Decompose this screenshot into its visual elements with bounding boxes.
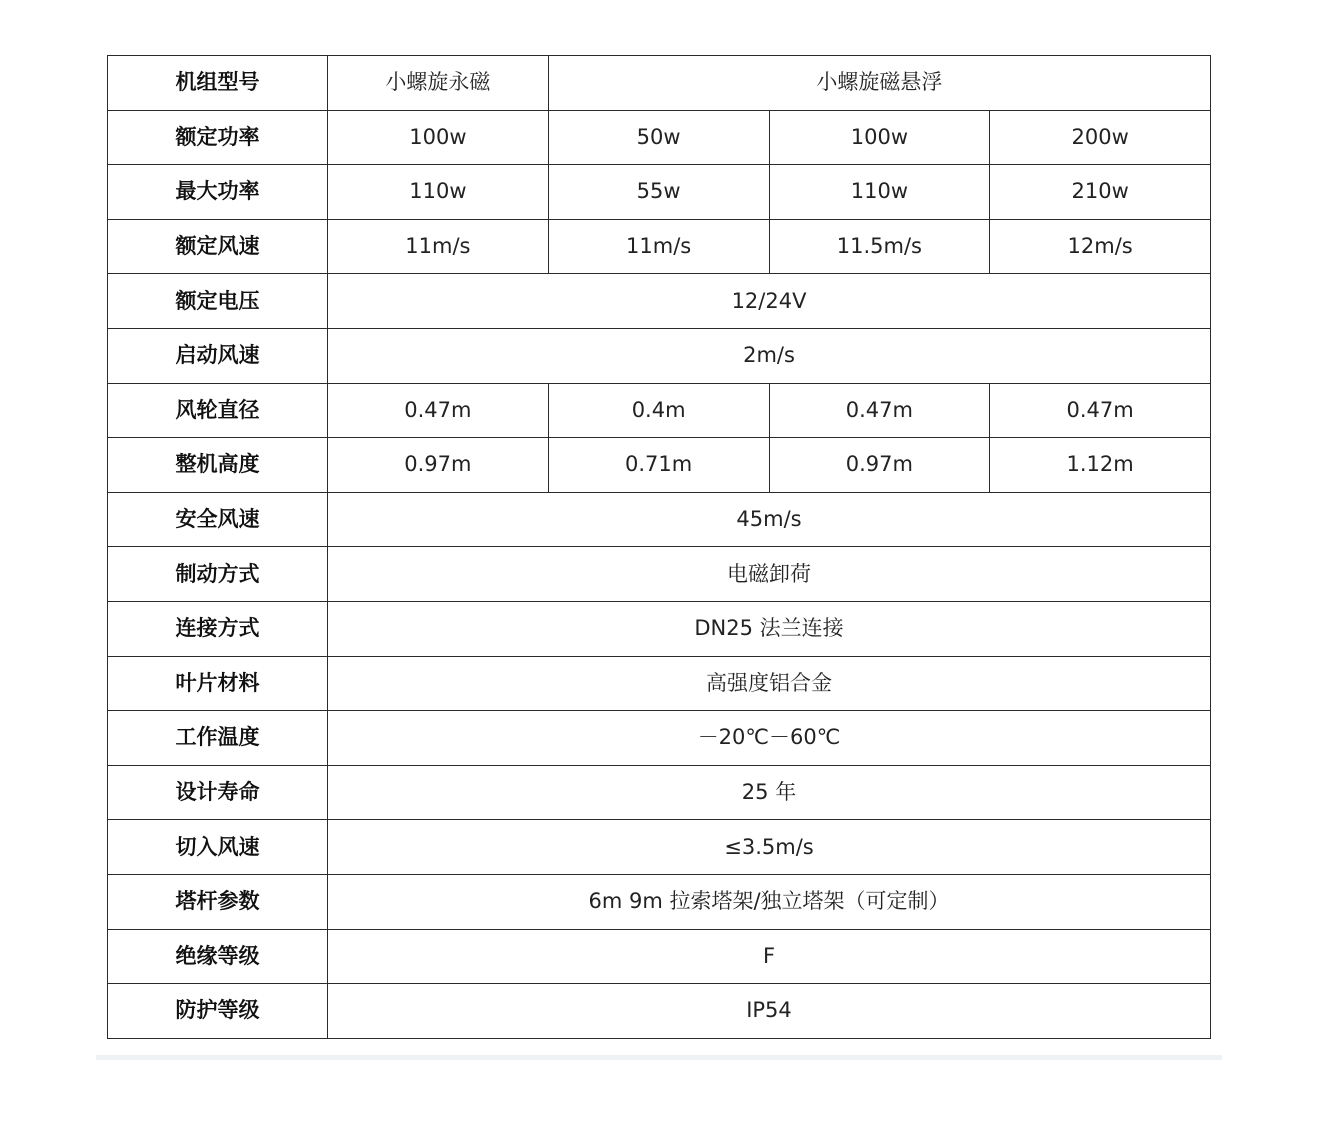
table-row-rated-power: [108, 110, 1211, 165]
table-row-overall-height: [108, 438, 1211, 493]
row-label: 整机高度: [108, 438, 328, 493]
value-cell: IP54: [328, 984, 1211, 1039]
value-cell: 0.47m: [769, 383, 990, 438]
bottom-divider: [96, 1055, 1222, 1060]
value-cell: 0.47m: [328, 383, 549, 438]
value-cell: 高强度铝合金: [328, 656, 1211, 711]
table-row-tower-parameters: [108, 874, 1211, 929]
row-label: 额定功率: [108, 110, 328, 165]
value-cell: 11m/s: [548, 219, 769, 274]
table-row-rotor-diameter: [108, 383, 1211, 438]
table-row-design-life: [108, 765, 1211, 820]
table-row-blade-material: [108, 656, 1211, 711]
value-cell: 0.4m: [548, 383, 769, 438]
model-b-cell: 小螺旋磁悬浮: [548, 56, 1210, 111]
value-cell: 6m 9m 拉索塔架/独立塔架（可定制）: [328, 874, 1211, 929]
row-label: 塔杆参数: [108, 874, 328, 929]
value-cell: 0.47m: [990, 383, 1211, 438]
row-label: 设计寿命: [108, 765, 328, 820]
value-cell: 0.97m: [328, 438, 549, 493]
table-row-model: [108, 56, 1211, 111]
value-cell: 12m/s: [990, 219, 1211, 274]
value-cell: 0.71m: [548, 438, 769, 493]
row-label: 制动方式: [108, 547, 328, 602]
table-row-safe-wind-speed: [108, 492, 1211, 547]
table-row-protection-class: [108, 984, 1211, 1039]
value-cell: 45m/s: [328, 492, 1211, 547]
value-cell: 100w: [328, 110, 549, 165]
value-cell: 1.12m: [990, 438, 1211, 493]
value-cell: 0.97m: [769, 438, 990, 493]
value-cell: 2m/s: [328, 328, 1211, 383]
row-label: 额定电压: [108, 274, 328, 329]
row-label: 最大功率: [108, 165, 328, 220]
table-row-insulation-class: [108, 929, 1211, 984]
value-cell: 200w: [990, 110, 1211, 165]
model-a-cell: 小螺旋永磁: [328, 56, 549, 111]
value-cell: F: [328, 929, 1211, 984]
spec-table: [107, 55, 1211, 1039]
row-label: 风轮直径: [108, 383, 328, 438]
row-label: 切入风速: [108, 820, 328, 875]
table-row-working-temperature: [108, 711, 1211, 766]
value-cell: 55w: [548, 165, 769, 220]
table-row-braking-method: [108, 547, 1211, 602]
value-cell: 50w: [548, 110, 769, 165]
row-label: 工作温度: [108, 711, 328, 766]
row-label: 启动风速: [108, 328, 328, 383]
row-label: 防护等级: [108, 984, 328, 1039]
row-label: 叶片材料: [108, 656, 328, 711]
table-row-connection-method: [108, 601, 1211, 656]
value-cell: 110w: [328, 165, 549, 220]
value-cell: 11m/s: [328, 219, 549, 274]
table-row-rated-voltage: [108, 274, 1211, 329]
row-label: 连接方式: [108, 601, 328, 656]
value-cell: 25 年: [328, 765, 1211, 820]
row-label: 机组型号: [108, 56, 328, 111]
table-row-rated-wind-speed: [108, 219, 1211, 274]
value-cell: 100w: [769, 110, 990, 165]
value-cell: 电磁卸荷: [328, 547, 1211, 602]
table-row-start-wind-speed: [108, 328, 1211, 383]
table-row-max-power: [108, 165, 1211, 220]
row-label: 额定风速: [108, 219, 328, 274]
value-cell: ≤3.5m/s: [328, 820, 1211, 875]
table-row-cut-in-wind-speed: [108, 820, 1211, 875]
value-cell: 210w: [990, 165, 1211, 220]
value-cell: －20℃－60℃: [328, 711, 1211, 766]
value-cell: DN25 法兰连接: [328, 601, 1211, 656]
row-label: 绝缘等级: [108, 929, 328, 984]
value-cell: 12/24V: [328, 274, 1211, 329]
row-label: 安全风速: [108, 492, 328, 547]
value-cell: 110w: [769, 165, 990, 220]
value-cell: 11.5m/s: [769, 219, 990, 274]
